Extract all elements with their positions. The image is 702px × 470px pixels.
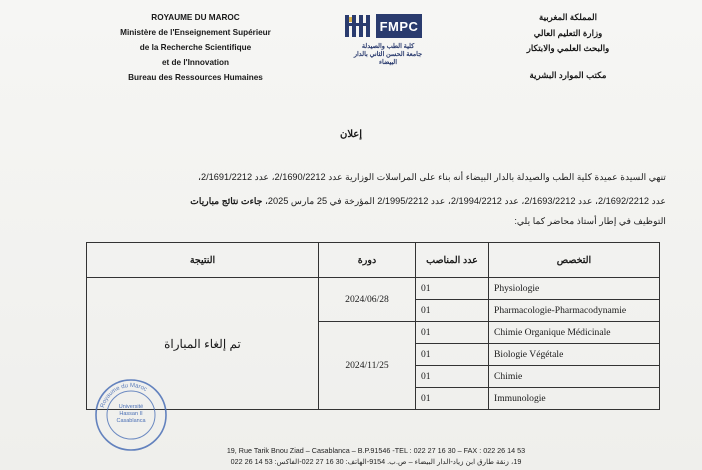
table-header-row bbox=[87, 243, 660, 278]
announcement-line-1: تنهي السيدة عميدة كلية الطب والصيدلة بالدار البيضاء أنه بناء على المراسلات الوزارية عدد 2/1690/2212، عدد 2/1691/2212، bbox=[198, 172, 666, 182]
header-left-line: Bureau des Ressources Humaines bbox=[128, 73, 263, 82]
header-session: دورة bbox=[319, 243, 416, 278]
specialty-cell: Chimie bbox=[489, 366, 660, 388]
announcement-line-2-bold: جاءت نتائج مباريات bbox=[190, 196, 263, 206]
official-stamp bbox=[94, 378, 168, 452]
header-specialty: التخصص bbox=[489, 243, 660, 278]
session-cell: 2024/11/25 bbox=[319, 322, 416, 410]
logo-arabic-line: جامعة الحسن الثاني بالدار البيضاء bbox=[353, 51, 423, 66]
header-left-line: et de l'Innovation bbox=[162, 58, 229, 67]
result-cell: تم إلغاء المباراة bbox=[87, 278, 319, 410]
header-left-line: ROYAUME DU MAROC bbox=[151, 13, 240, 22]
specialty-cell: Pharmacologie-Pharmacodynamie bbox=[489, 300, 660, 322]
footer-address-fr: 19, Rue Tarik Bnou Ziad – Casablanca – B.P.91546 -TEL : 022 27 16 30 – FAX : 022 26 14 53 bbox=[226, 446, 526, 455]
positions-cell: 01 bbox=[416, 366, 489, 388]
stamp-outer-text: Royaume du Maroc bbox=[100, 382, 148, 409]
logo-text: FMPC bbox=[376, 14, 422, 38]
announcement-line-2-text: عدد 2/1692/2212، عدد 2/1693/2212، عدد 2/1994/2212، عدد 2/1995/2212 المؤرخة في 25 مارس 2025، bbox=[262, 196, 666, 206]
footer-address-ar: 19، زنقة طارق ابن زياد-الدار البيضاء – ص.ب. 9154-الهاتف: 30 16 27 022-الفاكس: 53 14 26 022 bbox=[230, 457, 522, 466]
positions-cell: 01 bbox=[416, 322, 489, 344]
header-positions: عدد المناصب bbox=[416, 243, 489, 278]
table-row bbox=[87, 278, 660, 300]
positions-cell: 01 bbox=[416, 300, 489, 322]
header-right-line: وزارة التعليم العالي bbox=[533, 27, 603, 38]
positions-cell: 01 bbox=[416, 344, 489, 366]
positions-cell: 01 bbox=[416, 388, 489, 410]
specialty-cell: Immunologie bbox=[489, 388, 660, 410]
announcement-line-3: التوظيف في إطار أستاذ محاضر كما يلي: bbox=[514, 216, 666, 226]
specialty-cell: Physiologie bbox=[489, 278, 660, 300]
header-left-line: Ministère de l'Enseignement Supérieur bbox=[120, 28, 271, 37]
header-right-line: والبحث العلمي والابتكار bbox=[526, 43, 610, 53]
results-table bbox=[86, 242, 660, 410]
logo-arabic bbox=[348, 43, 428, 67]
header-left-line: de la Recherche Scientifique bbox=[139, 43, 252, 52]
specialty-cell: Chimie Organique Médicinale bbox=[489, 322, 660, 344]
faculty-logo bbox=[344, 12, 444, 66]
header-result: النتيجة bbox=[87, 243, 319, 278]
specialty-cell: Biologie Végétale bbox=[489, 344, 660, 366]
announcement-title: إعلان bbox=[339, 129, 363, 140]
header-right-line: المملكة المغربية bbox=[539, 12, 597, 22]
header-right-line: مكتب الموارد البشرية bbox=[529, 69, 607, 80]
stamp-inner-text: Université Hassan II Casablanca bbox=[116, 404, 146, 424]
logo-mark-icon bbox=[344, 12, 374, 42]
positions-cell: 01 bbox=[416, 278, 489, 300]
header-right bbox=[498, 10, 638, 83]
logo-arabic-line: كلية الطب والصيدلة bbox=[361, 43, 415, 50]
session-cell: 2024/06/28 bbox=[319, 278, 416, 322]
header-left bbox=[108, 10, 283, 85]
